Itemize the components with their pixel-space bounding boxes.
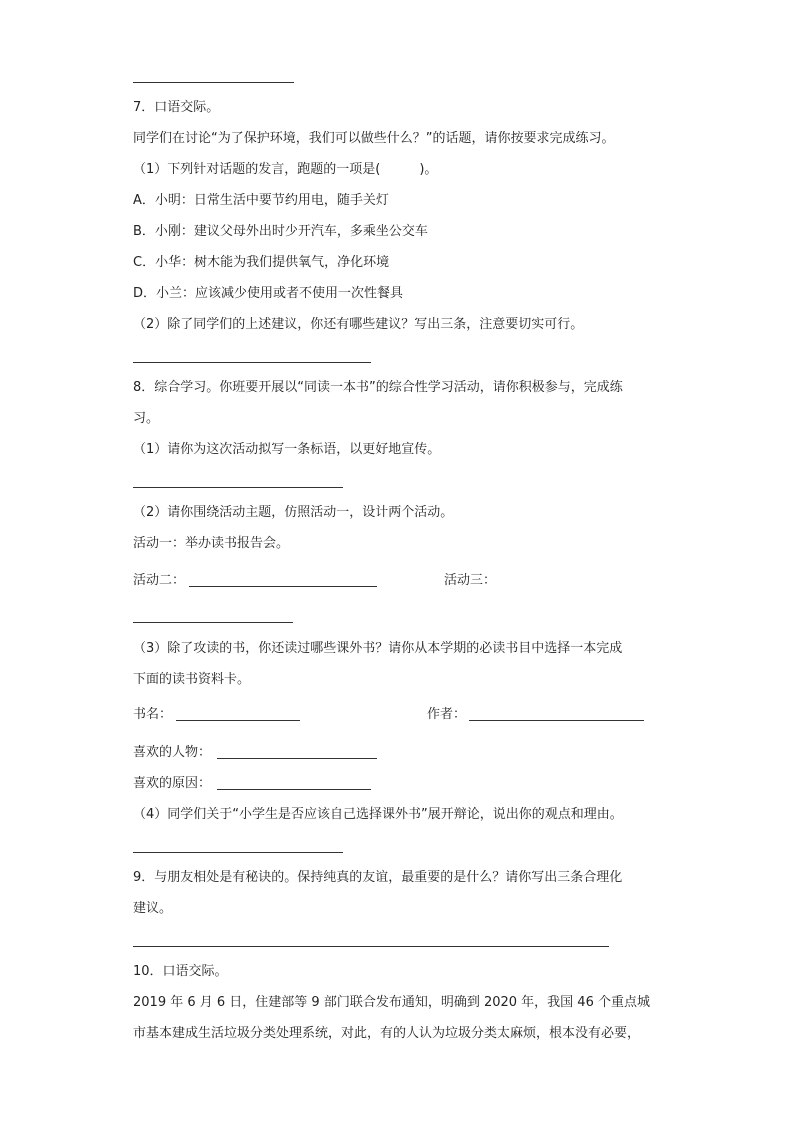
q7-option-a: A．小明：日常生活中要节约用电，随手关灯	[133, 193, 389, 208]
q8-activity1: 活动一：举办读书报告会。	[133, 536, 290, 551]
q8-heading-line2: 习。	[133, 411, 160, 426]
answer-line[interactable]	[133, 362, 371, 363]
book-title-answer-line[interactable]	[176, 720, 300, 721]
q7-intro: 同学们在讨论“为了保护环境，我们可以做些什么？”的话题，请你按要求完成练习。	[133, 131, 615, 146]
q7-option-c: C．小华：树木能为我们提供氧气，净化环境	[133, 255, 390, 270]
activity2-answer-line[interactable]	[189, 586, 377, 587]
author-label: 作者：	[427, 707, 467, 722]
favorite-reason-label: 喜欢的原因：	[133, 776, 212, 791]
q8-part3-line1: （3）除了攻读的书，你还读过哪些课外书？请你从本学期的必读书目中选择一本完成	[133, 641, 623, 656]
author-answer-line[interactable]	[469, 720, 644, 721]
favorite-character-label: 喜欢的人物：	[133, 745, 212, 760]
q8-part2: （2）请你围绕活动主题，仿照活动一，设计两个活动。	[133, 505, 454, 520]
q8-activity2-label: 活动二：	[133, 573, 186, 588]
q8-part3-line2: 下面的读书资料卡。	[133, 672, 251, 687]
q7-part1: （1）下列针对话题的发言，跑题的一项是( )。	[133, 162, 438, 177]
q9-line1: 9．与朋友相处是有秘诀的。保持纯真的友谊，最重要的是什么？请你写出三条合理化	[133, 870, 623, 885]
q8-heading-line1: 8．综合学习。你班要开展以“同读一本书”的综合性学习活动，请你积极参与，完成练	[133, 380, 623, 395]
favorite-character-answer-line[interactable]	[217, 758, 377, 759]
favorite-reason-answer-line[interactable]	[217, 789, 371, 790]
answer-line[interactable]	[133, 852, 343, 853]
q8-part1: （1）请你为这次活动拟写一条标语，以更好地宣传。	[133, 442, 441, 457]
q8-activity3-label: 活动三：	[444, 573, 497, 588]
book-title-label: 书名：	[133, 707, 173, 722]
q7-option-b: B．小刚：建议父母外出时少开汽车，多乘坐公交车	[133, 224, 428, 239]
answer-line[interactable]	[133, 946, 609, 947]
answer-line[interactable]	[133, 82, 294, 83]
q9-line2: 建议。	[133, 901, 173, 916]
q7-option-d: D．小兰：应该减少使用或者不使用一次性餐具	[133, 286, 404, 301]
q7-part2: （2）除了同学们的上述建议，你还有哪些建议？写出三条，注意要切实可行。	[133, 317, 584, 332]
q10-heading: 10．口语交际。	[133, 964, 228, 979]
q10-line2: 市基本建成生活垃圾分类处理系统，对此，有的人认为垃圾分类太麻烦，根本没有必要，	[133, 1026, 641, 1041]
q8-part4: （4）同学们关于“小学生是否应该自己选择课外书”展开辩论，说出你的观点和理由。	[133, 807, 623, 822]
q10-line1: 2019 年 6 月 6 日，住建部等 9 部门联合发布通知，明确到 2020 年，我国 46 个重点城	[133, 995, 650, 1010]
activity3-answer-line[interactable]	[133, 622, 293, 623]
answer-line[interactable]	[133, 487, 343, 488]
q7-heading: 7．口语交际。	[133, 100, 220, 115]
